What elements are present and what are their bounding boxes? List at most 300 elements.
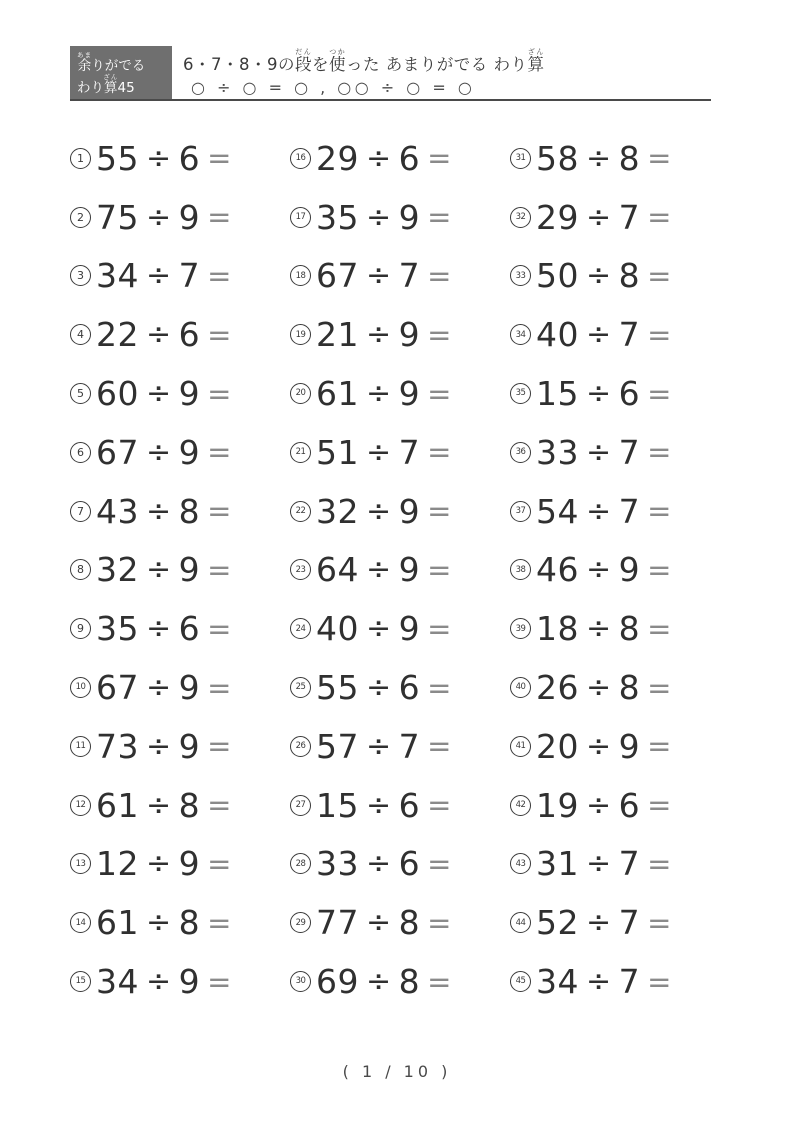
problem-number-badge: 5	[70, 383, 91, 404]
dividend: 69	[316, 962, 359, 1002]
problem-number-badge: 30	[290, 971, 311, 992]
division-sign: ÷	[366, 376, 392, 412]
divisor: 9	[618, 726, 641, 766]
division-equation	[536, 139, 672, 178]
dividend: 12	[96, 844, 139, 884]
division-equation	[536, 962, 672, 1001]
equals-sign: =	[427, 258, 452, 293]
divisor: 6	[398, 668, 421, 708]
problem-number-badge: 18	[290, 265, 311, 286]
divisor: 8	[178, 491, 201, 531]
equals-sign: =	[647, 435, 672, 470]
problem-row	[290, 364, 510, 423]
problem-number-badge: 10	[70, 677, 91, 698]
division-sign: ÷	[586, 964, 612, 1000]
problem-number-badge: 13	[70, 853, 91, 874]
problem-row	[70, 776, 290, 835]
division-equation	[316, 962, 452, 1001]
equals-sign: =	[427, 552, 452, 587]
problem-number-badge: 42	[510, 795, 531, 816]
equals-sign: =	[647, 258, 672, 293]
category-line-1: 余あまりがでる	[77, 50, 146, 74]
division-sign: ÷	[586, 376, 612, 412]
problem-number-badge: 45	[510, 971, 531, 992]
divisor: 8	[618, 668, 641, 708]
divisor: 7	[618, 315, 641, 355]
equals-sign: =	[647, 200, 672, 235]
divisor: 7	[398, 432, 421, 472]
dividend: 32	[96, 550, 139, 590]
division-equation	[536, 550, 672, 589]
problem-row	[70, 482, 290, 541]
equals-sign: =	[207, 846, 232, 881]
dividend: 67	[316, 256, 359, 296]
problem-number-badge: 23	[290, 559, 311, 580]
equals-sign: =	[427, 905, 452, 940]
problem-row	[290, 776, 510, 835]
dividend: 29	[316, 138, 359, 178]
problem-row	[290, 835, 510, 894]
problem-row	[510, 717, 730, 776]
divisor: 7	[618, 197, 641, 237]
problem-number-badge: 15	[70, 971, 91, 992]
problem-number-badge: 24	[290, 618, 311, 639]
equals-sign: =	[647, 846, 672, 881]
equals-sign: =	[207, 964, 232, 999]
dividend: 52	[536, 903, 579, 943]
division-sign: ÷	[586, 493, 612, 529]
division-equation	[316, 492, 452, 531]
equals-sign: =	[647, 729, 672, 764]
equals-sign: =	[427, 670, 452, 705]
dividend: 61	[96, 903, 139, 943]
problem-number-badge: 19	[290, 324, 311, 345]
problem-number-badge: 6	[70, 442, 91, 463]
equals-sign: =	[427, 141, 452, 176]
divisor: 8	[398, 962, 421, 1002]
problem-number-badge: 40	[510, 677, 531, 698]
problem-number-badge: 2	[70, 207, 91, 228]
division-sign: ÷	[366, 199, 392, 235]
dividend: 34	[96, 256, 139, 296]
division-equation	[316, 374, 452, 413]
division-equation	[536, 903, 672, 942]
division-sign: ÷	[366, 493, 392, 529]
division-equation	[536, 727, 672, 766]
problem-number-badge: 36	[510, 442, 531, 463]
division-equation	[96, 256, 232, 295]
dividend: 21	[316, 315, 359, 355]
problem-number-badge: 21	[290, 442, 311, 463]
division-equation	[316, 786, 452, 825]
divisor: 8	[178, 785, 201, 825]
problem-row	[290, 658, 510, 717]
division-sign: ÷	[146, 787, 172, 823]
dividend: 43	[96, 491, 139, 531]
dividend: 54	[536, 491, 579, 531]
divisor: 9	[178, 550, 201, 590]
problem-row	[510, 952, 730, 1011]
dividend: 32	[316, 491, 359, 531]
problem-row	[70, 835, 290, 894]
problem-row	[290, 129, 510, 188]
problem-number-badge: 37	[510, 501, 531, 522]
division-sign: ÷	[586, 728, 612, 764]
problem-number-badge: 33	[510, 265, 531, 286]
problem-number-badge: 28	[290, 853, 311, 874]
division-sign: ÷	[146, 258, 172, 294]
equals-sign: =	[427, 494, 452, 529]
problems-column-2	[290, 129, 510, 1011]
equals-sign: =	[207, 200, 232, 235]
problem-row	[70, 717, 290, 776]
equals-sign: =	[207, 552, 232, 587]
division-sign: ÷	[366, 434, 392, 470]
division-equation	[96, 198, 232, 237]
dividend: 58	[536, 138, 579, 178]
divisor: 9	[178, 374, 201, 414]
divisor: 9	[398, 197, 421, 237]
worksheet-title-block	[183, 48, 713, 97]
division-sign: ÷	[586, 434, 612, 470]
divisor: 8	[618, 256, 641, 296]
problem-number-badge: 27	[290, 795, 311, 816]
division-sign: ÷	[146, 905, 172, 941]
problem-row	[510, 247, 730, 306]
problem-number-badge: 31	[510, 148, 531, 169]
problem-number-badge: 20	[290, 383, 311, 404]
problem-row	[70, 423, 290, 482]
division-sign: ÷	[366, 611, 392, 647]
divisor: 9	[178, 668, 201, 708]
division-sign: ÷	[146, 964, 172, 1000]
divisor: 9	[178, 197, 201, 237]
division-equation	[96, 962, 232, 1001]
division-sign: ÷	[586, 140, 612, 176]
division-equation	[96, 786, 232, 825]
division-sign: ÷	[586, 905, 612, 941]
division-equation	[96, 315, 232, 354]
worksheet-category-box	[70, 46, 172, 100]
divisor: 9	[398, 550, 421, 590]
dividend: 77	[316, 903, 359, 943]
division-equation	[316, 609, 452, 648]
divisor: 7	[618, 962, 641, 1002]
dividend: 35	[96, 609, 139, 649]
division-sign: ÷	[146, 493, 172, 529]
divisor: 9	[178, 962, 201, 1002]
division-sign: ÷	[366, 964, 392, 1000]
divisor: 6	[618, 785, 641, 825]
dividend: 57	[316, 726, 359, 766]
dividend: 34	[536, 962, 579, 1002]
division-sign: ÷	[146, 199, 172, 235]
problem-row	[290, 599, 510, 658]
problem-number-badge: 8	[70, 559, 91, 580]
problem-number-badge: 25	[290, 677, 311, 698]
equals-sign: =	[647, 670, 672, 705]
problem-row	[510, 364, 730, 423]
equals-sign: =	[427, 964, 452, 999]
division-sign: ÷	[146, 140, 172, 176]
worksheet-title: 6・7・8・9の段だんを使つかった あまりがでる わり算ざん	[183, 48, 545, 74]
problem-number-badge: 3	[70, 265, 91, 286]
equals-sign: =	[647, 905, 672, 940]
division-sign: ÷	[586, 317, 612, 353]
dividend: 22	[96, 315, 139, 355]
dividend: 31	[536, 844, 579, 884]
division-equation	[536, 315, 672, 354]
equals-sign: =	[427, 435, 452, 470]
division-equation	[316, 433, 452, 472]
category-line-2: わり算ざん45	[77, 73, 135, 96]
page-number: ( 1 / 10 )	[342, 1062, 452, 1081]
division-equation	[316, 844, 452, 883]
division-sign: ÷	[586, 611, 612, 647]
divisor: 6	[178, 315, 201, 355]
problem-row	[510, 776, 730, 835]
problem-row	[290, 423, 510, 482]
divisor: 9	[178, 844, 201, 884]
divisor: 9	[178, 726, 201, 766]
problem-row	[290, 717, 510, 776]
problem-row	[290, 482, 510, 541]
division-equation	[316, 903, 452, 942]
equals-sign: =	[207, 317, 232, 352]
division-equation	[316, 139, 452, 178]
dividend: 51	[316, 432, 359, 472]
dividend: 35	[316, 197, 359, 237]
division-equation	[96, 374, 232, 413]
division-equation	[96, 903, 232, 942]
problem-row	[290, 188, 510, 247]
problem-row	[290, 541, 510, 600]
dividend: 29	[536, 197, 579, 237]
equals-sign: =	[207, 435, 232, 470]
divisor: 9	[618, 550, 641, 590]
problem-row	[510, 188, 730, 247]
dividend: 40	[316, 609, 359, 649]
problem-number-badge: 41	[510, 736, 531, 757]
divisor: 9	[178, 432, 201, 472]
divisor: 7	[398, 256, 421, 296]
problem-number-badge: 1	[70, 148, 91, 169]
divisor: 6	[178, 609, 201, 649]
division-sign: ÷	[586, 552, 612, 588]
dividend: 75	[96, 197, 139, 237]
equals-sign: =	[427, 788, 452, 823]
division-sign: ÷	[146, 728, 172, 764]
dividend: 61	[96, 785, 139, 825]
problem-number-badge: 12	[70, 795, 91, 816]
division-sign: ÷	[586, 787, 612, 823]
equals-sign: =	[647, 141, 672, 176]
divisor: 8	[178, 903, 201, 943]
dividend: 15	[536, 374, 579, 414]
dividend: 20	[536, 726, 579, 766]
dividend: 40	[536, 315, 579, 355]
division-equation	[96, 139, 232, 178]
problem-number-badge: 32	[510, 207, 531, 228]
division-equation	[536, 256, 672, 295]
problem-number-badge: 22	[290, 501, 311, 522]
division-equation	[536, 198, 672, 237]
dividend: 26	[536, 668, 579, 708]
problem-row	[510, 482, 730, 541]
division-equation	[96, 844, 232, 883]
dividend: 19	[536, 785, 579, 825]
equals-sign: =	[207, 376, 232, 411]
dividend: 50	[536, 256, 579, 296]
header-divider	[70, 99, 711, 101]
problem-number-badge: 26	[290, 736, 311, 757]
equals-sign: =	[427, 611, 452, 646]
problem-row	[290, 305, 510, 364]
dividend: 67	[96, 668, 139, 708]
problem-row	[70, 129, 290, 188]
divisor: 8	[398, 903, 421, 943]
division-sign: ÷	[366, 140, 392, 176]
division-equation	[536, 609, 672, 648]
division-sign: ÷	[146, 670, 172, 706]
dividend: 73	[96, 726, 139, 766]
equals-sign: =	[207, 494, 232, 529]
problems-column-3	[510, 129, 730, 1011]
division-equation	[536, 492, 672, 531]
division-sign: ÷	[366, 258, 392, 294]
dividend: 60	[96, 374, 139, 414]
division-equation	[316, 668, 452, 707]
problem-number-badge: 29	[290, 912, 311, 933]
equals-sign: =	[427, 729, 452, 764]
problem-row	[70, 893, 290, 952]
equals-sign: =	[427, 200, 452, 235]
equals-sign: =	[647, 964, 672, 999]
division-equation	[316, 198, 452, 237]
equals-sign: =	[647, 376, 672, 411]
problem-row	[510, 893, 730, 952]
dividend: 18	[536, 609, 579, 649]
equals-sign: =	[207, 258, 232, 293]
dividend: 67	[96, 432, 139, 472]
division-sign: ÷	[586, 846, 612, 882]
problem-number-badge: 38	[510, 559, 531, 580]
problem-number-badge: 44	[510, 912, 531, 933]
problem-row	[510, 129, 730, 188]
division-sign: ÷	[146, 317, 172, 353]
divisor: 9	[398, 374, 421, 414]
division-sign: ÷	[586, 670, 612, 706]
divisor: 6	[398, 138, 421, 178]
division-equation	[536, 668, 672, 707]
division-equation	[536, 374, 672, 413]
division-sign: ÷	[366, 905, 392, 941]
problem-row	[290, 952, 510, 1011]
division-equation	[96, 727, 232, 766]
division-equation	[316, 315, 452, 354]
division-equation	[96, 609, 232, 648]
problems-grid	[70, 129, 730, 1011]
division-equation	[536, 786, 672, 825]
problem-row	[70, 364, 290, 423]
division-equation	[96, 550, 232, 589]
problem-number-badge: 9	[70, 618, 91, 639]
division-sign: ÷	[586, 258, 612, 294]
problem-row	[510, 658, 730, 717]
division-sign: ÷	[586, 199, 612, 235]
division-equation	[316, 727, 452, 766]
equals-sign: =	[207, 788, 232, 823]
dividend: 61	[316, 374, 359, 414]
dividend: 46	[536, 550, 579, 590]
divisor: 7	[618, 903, 641, 943]
problem-number-badge: 14	[70, 912, 91, 933]
problem-number-badge: 35	[510, 383, 531, 404]
problem-number-badge: 17	[290, 207, 311, 228]
problem-number-badge: 7	[70, 501, 91, 522]
divisor: 7	[178, 256, 201, 296]
division-equation	[96, 668, 232, 707]
problem-number-badge: 4	[70, 324, 91, 345]
division-equation	[96, 433, 232, 472]
divisor: 6	[618, 374, 641, 414]
problem-row	[70, 952, 290, 1011]
dividend: 15	[316, 785, 359, 825]
equals-sign: =	[207, 141, 232, 176]
problem-row	[510, 305, 730, 364]
equals-sign: =	[207, 611, 232, 646]
division-sign: ÷	[146, 846, 172, 882]
division-equation	[536, 433, 672, 472]
divisor: 9	[398, 609, 421, 649]
division-sign: ÷	[146, 611, 172, 647]
equals-sign: =	[647, 317, 672, 352]
divisor: 6	[398, 844, 421, 884]
equals-sign: =	[647, 788, 672, 823]
division-sign: ÷	[366, 552, 392, 588]
equals-sign: =	[427, 846, 452, 881]
divisor: 8	[618, 138, 641, 178]
problem-row	[290, 247, 510, 306]
division-sign: ÷	[146, 376, 172, 412]
division-equation	[536, 844, 672, 883]
division-sign: ÷	[366, 846, 392, 882]
equals-sign: =	[427, 317, 452, 352]
equals-sign: =	[647, 611, 672, 646]
division-sign: ÷	[146, 434, 172, 470]
division-sign: ÷	[146, 552, 172, 588]
divisor: 6	[178, 138, 201, 178]
dividend: 34	[96, 962, 139, 1002]
equals-sign: =	[207, 729, 232, 764]
problem-row	[70, 599, 290, 658]
divisor: 8	[618, 609, 641, 649]
problem-number-badge: 43	[510, 853, 531, 874]
problem-number-badge: 39	[510, 618, 531, 639]
problem-row	[70, 541, 290, 600]
problem-row	[510, 423, 730, 482]
problem-row	[70, 305, 290, 364]
worksheet-format-hint: ○ ÷ ○ = ○ , ○○ ÷ ○ = ○	[191, 77, 476, 97]
division-equation	[316, 550, 452, 589]
problem-row	[70, 247, 290, 306]
dividend: 33	[316, 844, 359, 884]
division-sign: ÷	[366, 728, 392, 764]
dividend: 64	[316, 550, 359, 590]
divisor: 7	[398, 726, 421, 766]
problem-row	[70, 658, 290, 717]
equals-sign: =	[647, 494, 672, 529]
